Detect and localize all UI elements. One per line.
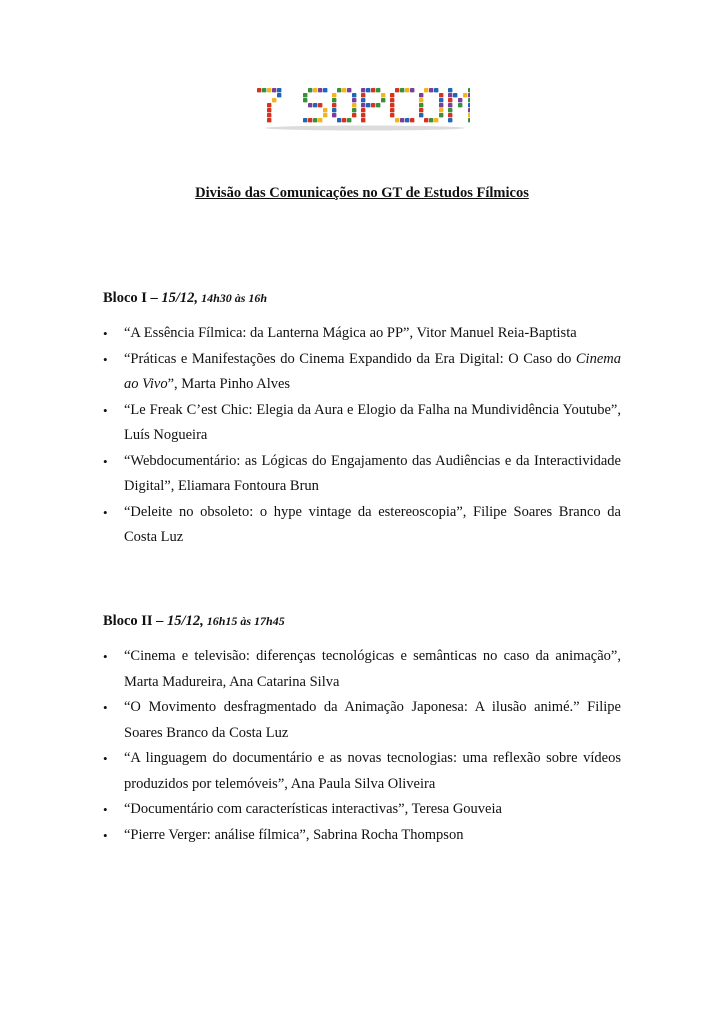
logo-brick	[448, 88, 452, 92]
logo-brick	[352, 93, 356, 97]
logo-brick	[381, 93, 385, 97]
logo-brick	[337, 118, 341, 122]
logo-brick	[303, 98, 307, 102]
talk-item	[103, 823, 621, 849]
logo-brick	[361, 118, 365, 122]
block-date: 15/12,	[161, 290, 199, 306]
logo-brick	[323, 88, 327, 92]
logo-brick	[410, 118, 414, 122]
talk-text: ”, Marta Pinho Alves	[167, 376, 291, 392]
logo-brick	[308, 118, 312, 122]
logo-brick	[419, 108, 423, 112]
logo-brick	[390, 103, 394, 107]
logo-brick	[318, 118, 322, 122]
logo-brick	[361, 108, 365, 112]
logo-brick	[352, 98, 356, 102]
logo-brick	[448, 113, 452, 117]
logo-brick	[463, 93, 467, 97]
talk-text-italic: Cinema ao Vivo	[124, 350, 621, 392]
logo-brick	[390, 98, 394, 102]
logo-brick	[366, 103, 370, 107]
talk-list	[103, 321, 621, 551]
talk-text: “Documentário com características interactivas”, Teresa Gouveia	[124, 801, 502, 817]
logo-brick	[366, 88, 370, 92]
bullet-icon: •	[103, 649, 108, 664]
logo-brick	[332, 108, 336, 112]
logo-brick	[342, 88, 346, 92]
logo-brick	[323, 113, 327, 117]
logo-brick	[361, 88, 365, 92]
logo-brick	[458, 103, 462, 107]
block-dash: –	[146, 290, 162, 306]
block-heading	[103, 289, 621, 307]
logo-brick	[303, 93, 307, 97]
logo-brick	[429, 88, 433, 92]
logo-brick	[361, 98, 365, 102]
talk-text: “Le Freak C’est Chic: Elegia da Aura e Elogio da Falha na Mundividência Youtube”, Luís Nogueira	[124, 401, 621, 443]
logo-brick	[381, 98, 385, 102]
logo-brick	[390, 113, 394, 117]
talk-text: “A Essência Fílmica: da Lanterna Mágica ao PP”, Vitor Manuel Reia-Baptista	[124, 325, 577, 341]
bullet-icon: •	[103, 402, 108, 418]
logo-brick	[277, 88, 281, 92]
logo-brick	[448, 118, 452, 122]
talk-list	[103, 644, 621, 848]
logo-brick	[267, 118, 271, 122]
logo-brick	[419, 93, 423, 97]
block-time: 14h30 às 16h	[198, 291, 268, 305]
logo-brick	[468, 93, 470, 97]
logo-brick	[376, 103, 380, 107]
logo-brick	[458, 98, 462, 102]
logo-brick	[468, 113, 470, 117]
talk-item	[103, 797, 621, 823]
logo-brick	[400, 118, 404, 122]
logo-brick	[395, 118, 399, 122]
logo-brick	[419, 113, 423, 117]
logo-brick	[448, 98, 452, 102]
logo-shadow	[265, 126, 465, 131]
bullet-icon: •	[103, 351, 108, 367]
logo-brick	[448, 108, 452, 112]
block-date: 15/12,	[167, 613, 204, 629]
logo-brick	[439, 103, 443, 107]
logo-brick	[313, 103, 317, 107]
block-heading	[103, 612, 621, 630]
logo-brick	[267, 103, 271, 107]
logo-brick	[272, 98, 276, 102]
bullet-icon: •	[103, 504, 108, 520]
block-dash: –	[152, 613, 168, 629]
logo-brick	[352, 108, 356, 112]
logo-brick	[332, 98, 336, 102]
talk-item	[103, 449, 621, 500]
logo-brick	[272, 88, 276, 92]
block-1	[103, 289, 621, 551]
logo-brick	[468, 103, 470, 107]
logo-brick	[303, 118, 307, 122]
talk-text: “Práticas e Manifestações do Cinema Expandido da Era Digital: O Caso do	[124, 350, 576, 367]
logo-brick	[308, 103, 312, 107]
logo-brick	[342, 118, 346, 122]
logo-brick	[424, 88, 428, 92]
logo-brick	[395, 88, 399, 92]
logo-brick	[361, 113, 365, 117]
logo-brick	[400, 88, 404, 92]
logo-brick	[405, 88, 409, 92]
logo-brick	[332, 113, 336, 117]
logo-brick	[468, 118, 470, 122]
logo-brick	[371, 103, 375, 107]
bullet-icon: •	[103, 326, 108, 341]
logo-brick	[352, 113, 356, 117]
logo-brick	[347, 118, 351, 122]
logo-brick	[313, 88, 317, 92]
block-time: 16h15 às 17h45	[203, 614, 285, 628]
logo-brick	[332, 93, 336, 97]
logo-brick	[347, 88, 351, 92]
logo-brick	[257, 88, 261, 92]
talk-item	[103, 347, 621, 398]
logo-brick	[419, 103, 423, 107]
block-2	[103, 612, 621, 848]
talk-text: “Webdocumentário: as Lógicas do Engajamento das Audiências e da Interactividade Digital”, Eliamara Fontoura Brun	[124, 452, 621, 494]
talk-item	[103, 398, 621, 449]
logo-brick	[468, 88, 470, 92]
bullet-icon: •	[103, 802, 108, 817]
logo-brick	[439, 108, 443, 112]
logo-brick	[371, 88, 375, 92]
talk-text: “Cinema e televisão: diferenças tecnológicas e semânticas no caso da animação”, Marta Madureira, Ana Catarina Silva	[124, 648, 621, 690]
talk-item	[103, 746, 621, 797]
logo-brick	[468, 108, 470, 112]
talk-item	[103, 695, 621, 746]
logo-brick	[434, 118, 438, 122]
block-name: Bloco I	[103, 290, 147, 306]
page-title: Divisão das Comunicações no GT de Estudos Fílmicos	[195, 185, 529, 201]
logo-brick	[267, 108, 271, 112]
logo-brick	[434, 88, 438, 92]
logo-brick	[277, 93, 281, 97]
logo-brick	[318, 88, 322, 92]
lego-brick-logo-icon	[255, 82, 470, 132]
logo-brick	[262, 88, 266, 92]
logo-brick	[318, 103, 322, 107]
talk-item	[103, 500, 621, 551]
bullet-icon: •	[103, 700, 108, 715]
logo-brick	[323, 108, 327, 112]
logo-brick	[308, 88, 312, 92]
logo-brick	[410, 88, 414, 92]
logo-brick	[424, 118, 428, 122]
logo-brick	[439, 93, 443, 97]
logo-brick	[337, 88, 341, 92]
logo-brick	[376, 88, 380, 92]
talk-text: “O Movimento desfragmentado da Animação Japonesa: A ilusão animé.” Filipe Soares Branco da Costa Luz	[124, 699, 621, 741]
logo-brick	[390, 108, 394, 112]
logo-brick	[332, 103, 336, 107]
block-name: Bloco II	[103, 613, 153, 629]
bullet-icon: •	[103, 453, 108, 469]
bullet-icon: •	[103, 751, 108, 766]
logo-brick	[405, 118, 409, 122]
talk-item	[103, 644, 621, 695]
logo-brick	[352, 103, 356, 107]
logo-brick	[468, 98, 470, 102]
logo-brick	[453, 93, 457, 97]
talk-text: “Deleite no obsoleto: o hype vintage da estereoscopia”, Filipe Soares Branco da Costa Luz	[124, 503, 621, 545]
logo-brick	[361, 93, 365, 97]
logo-brick	[439, 113, 443, 117]
logo-brick	[419, 98, 423, 102]
sopcom-logo	[255, 82, 470, 132]
talk-text: “Pierre Verger: análise fílmica”, Sabrina Rocha Thompson	[124, 826, 464, 843]
logo-brick	[448, 93, 452, 97]
logo-brick	[429, 118, 433, 122]
logo-brick	[439, 98, 443, 102]
logo-brick	[267, 113, 271, 117]
logo-brick	[390, 93, 394, 97]
logo-brick	[361, 103, 365, 107]
logo-brick	[313, 118, 317, 122]
logo-brick	[267, 88, 271, 92]
bullet-icon: •	[103, 827, 108, 843]
logo-brick	[448, 103, 452, 107]
talk-text: “A linguagem do documentário e as novas tecnologias: uma reflexão sobre vídeos produzidos por telemóveis”, Ana Paula Silva Oliveira	[124, 750, 621, 792]
talk-item	[103, 321, 621, 347]
